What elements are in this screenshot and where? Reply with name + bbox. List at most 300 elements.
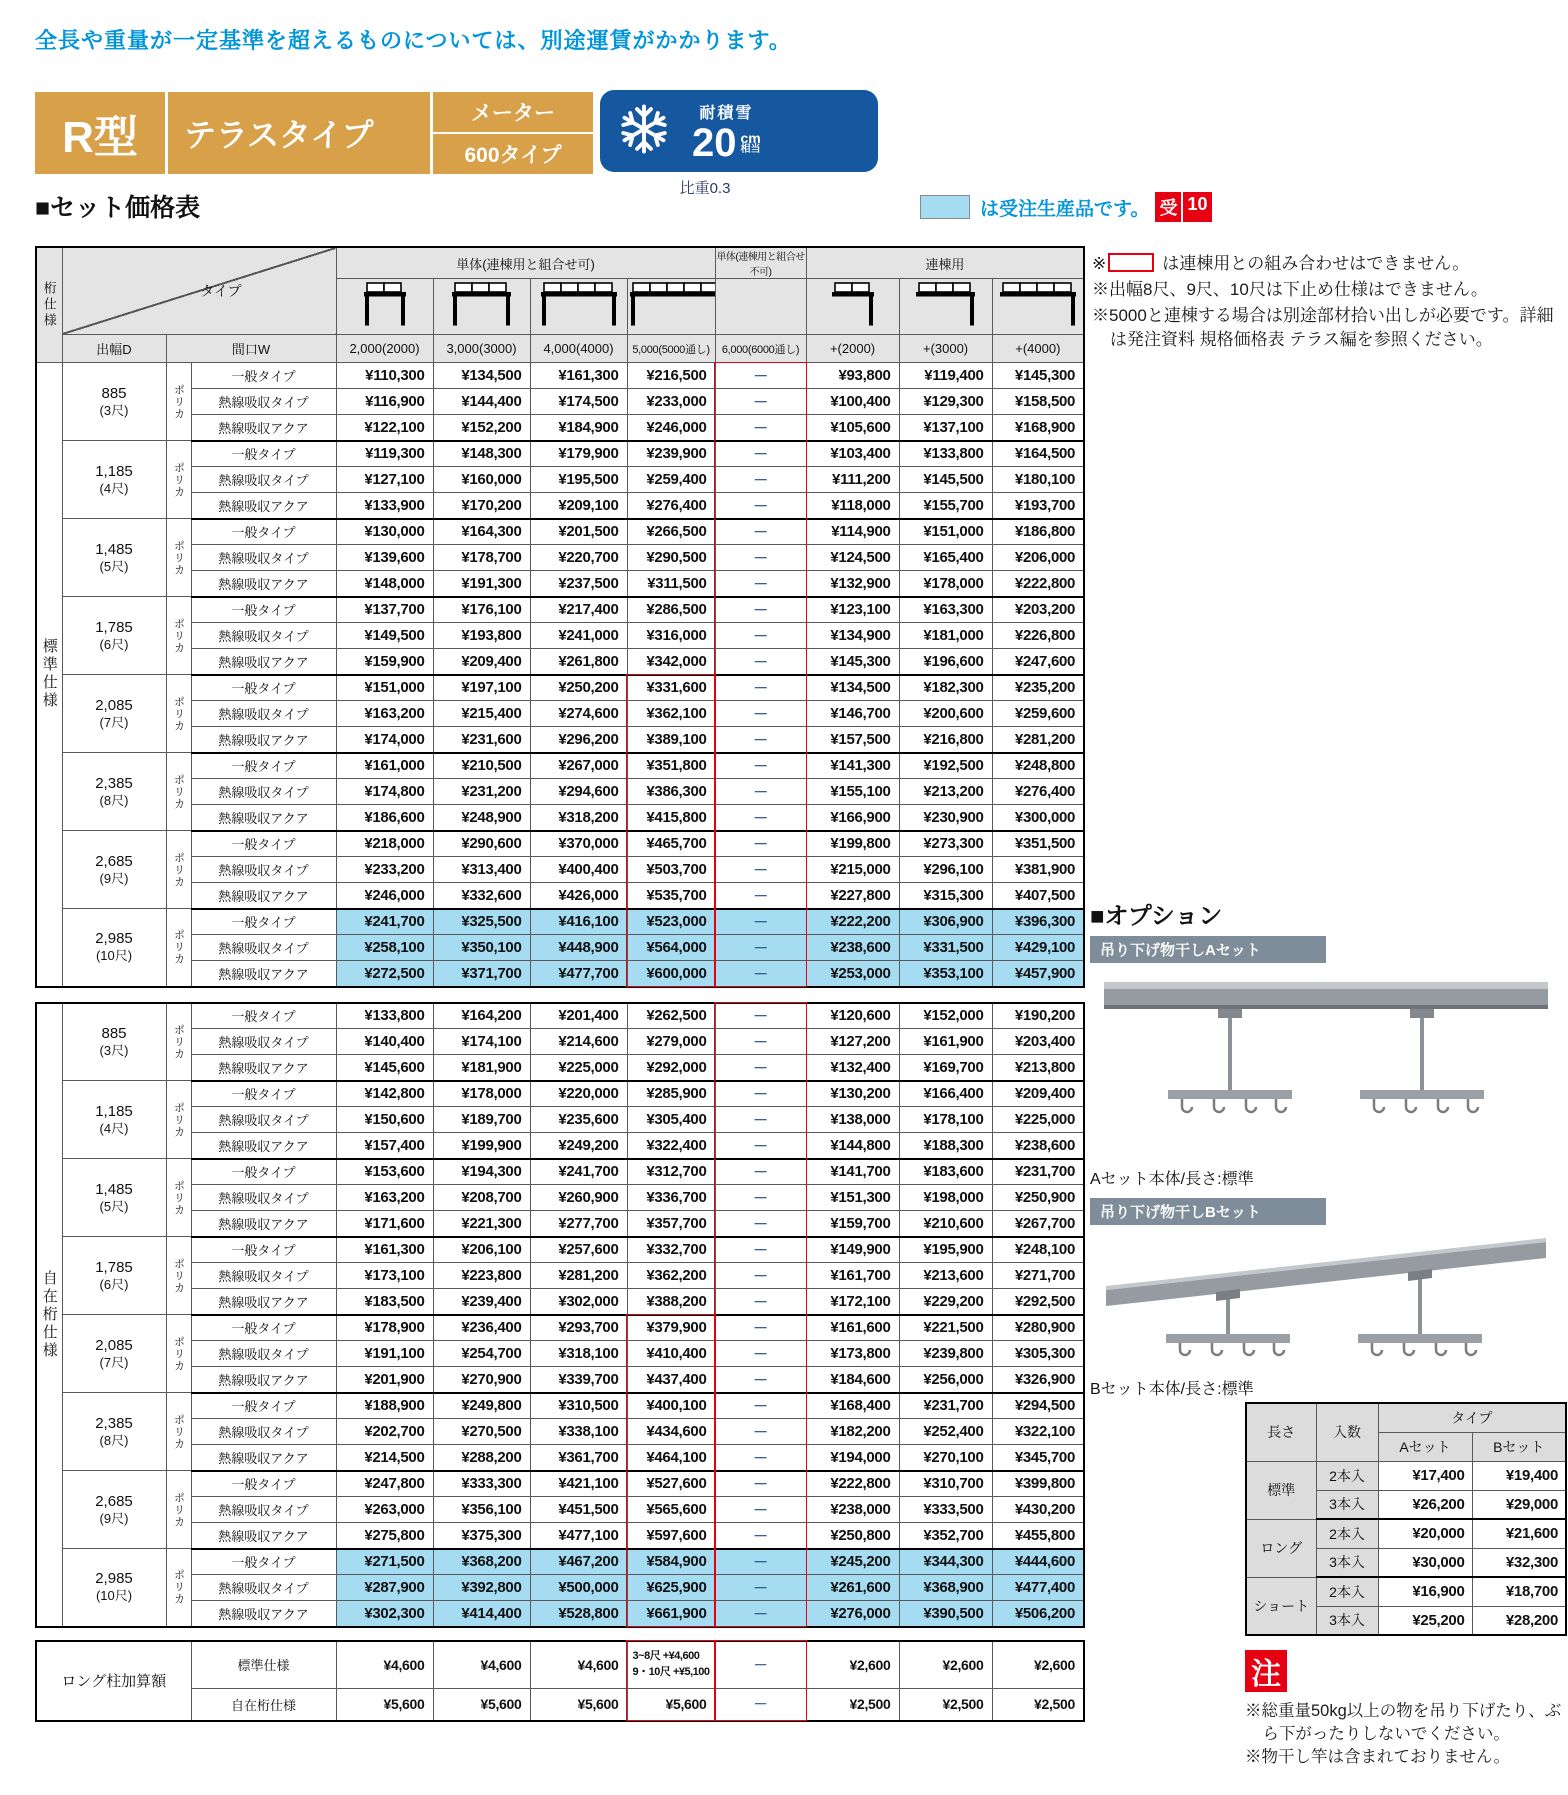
- price-cell: ¥2,500: [992, 1689, 1084, 1721]
- price-cell: －: [715, 493, 806, 519]
- note-item: ※出幅8尺、9尺、10尺は下止め仕様はできません。: [1092, 280, 1488, 300]
- price-cell: ¥159,700: [806, 1211, 899, 1237]
- price-cell: ¥178,700: [433, 545, 530, 571]
- panel-type-cell: 熱線吸収タイプ: [191, 467, 336, 493]
- panel-type-cell: 熱線吸収タイプ: [191, 1107, 336, 1133]
- price-cell: ¥221,500: [899, 1315, 992, 1341]
- price-cell: －: [715, 675, 806, 701]
- price-cell: ¥157,400: [336, 1133, 433, 1159]
- price-cell: －: [715, 909, 806, 935]
- price-cell: －: [715, 1237, 806, 1263]
- price-cell: ¥477,100: [530, 1523, 627, 1549]
- price-cell: ¥300,000: [992, 805, 1084, 831]
- price-cell: ¥183,600: [899, 1159, 992, 1185]
- price-cell: ¥381,900: [992, 857, 1084, 883]
- polycarbonate-cell: ポリカ: [166, 1159, 191, 1237]
- price-cell: ¥296,100: [899, 857, 992, 883]
- light-blue-swatch: [920, 195, 970, 219]
- price-cell: ¥238,600: [806, 935, 899, 961]
- size-top-label: メーター: [471, 102, 555, 125]
- price-cell: ¥123,100: [806, 597, 899, 623]
- price-cell: －: [715, 363, 806, 389]
- spec-cell: 標準仕様: [191, 1641, 336, 1689]
- price-cell: －: [715, 1689, 806, 1721]
- depth-cell: 885 (3尺): [62, 1003, 166, 1081]
- price-cell: ¥339,700: [530, 1367, 627, 1393]
- price-cell: ¥386,300: [627, 779, 715, 805]
- price-cell: ¥127,200: [806, 1029, 899, 1055]
- price-cell: ¥325,500: [433, 909, 530, 935]
- set-a-header: Aセット: [1378, 1432, 1472, 1461]
- price-cell: ¥118,000: [806, 493, 899, 519]
- quantity-header: 入数: [1316, 1403, 1378, 1461]
- panel-type-cell: 一般タイプ: [191, 1549, 336, 1575]
- price-cell: ¥220,700: [530, 545, 627, 571]
- price-cell: ¥248,800: [992, 753, 1084, 779]
- price-cell: ¥313,400: [433, 857, 530, 883]
- price-cell: ¥281,200: [530, 1263, 627, 1289]
- price-cell: ¥201,500: [530, 519, 627, 545]
- price-cell: ¥105,600: [806, 415, 899, 441]
- price-cell: ¥210,600: [899, 1211, 992, 1237]
- price-cell: ¥287,900: [336, 1575, 433, 1601]
- price-cell: ¥342,000: [627, 649, 715, 675]
- price-cell: ¥193,700: [992, 493, 1084, 519]
- depth-cell: 1,785 (6尺): [62, 1237, 166, 1315]
- set-b-header: Bセット: [1472, 1432, 1566, 1461]
- terrace-rento-icon: [830, 279, 876, 329]
- price-cell: ¥506,200: [992, 1601, 1084, 1627]
- price-cell: ¥527,600: [627, 1471, 715, 1497]
- panel-type-cell: 熱線吸収アクア: [191, 805, 336, 831]
- panel-type-cell: 一般タイプ: [191, 1081, 336, 1107]
- quantity-cell: 3本入: [1316, 1548, 1378, 1577]
- series-name: テラスタイプ: [168, 92, 430, 174]
- price-cell: ¥248,900: [433, 805, 530, 831]
- depth-cell: 2,985 (10尺): [62, 909, 166, 987]
- price-cell: －: [715, 1549, 806, 1575]
- girder-spec-header: 桁仕様: [36, 247, 62, 363]
- price-cell: ¥181,900: [433, 1055, 530, 1081]
- panel-type-cell: 熱線吸収タイプ: [191, 1185, 336, 1211]
- price-cell: ¥200,600: [899, 701, 992, 727]
- price-cell: ¥2,500: [899, 1689, 992, 1721]
- polycarbonate-cell: ポリカ: [166, 1237, 191, 1315]
- price-cell: ¥168,400: [806, 1393, 899, 1419]
- panel-type-cell: 熱線吸収タイプ: [191, 389, 336, 415]
- price-cell: ¥276,400: [992, 779, 1084, 805]
- price-cell: ¥189,700: [433, 1107, 530, 1133]
- polycarbonate-cell: ポリカ: [166, 1081, 191, 1159]
- price-cell: ¥400,400: [530, 857, 627, 883]
- price-cell: ¥247,600: [992, 649, 1084, 675]
- price-cell: ¥103,400: [806, 441, 899, 467]
- price-cell: ¥302,300: [336, 1601, 433, 1627]
- price-cell: ¥216,800: [899, 727, 992, 753]
- price-cell: ¥239,400: [433, 1289, 530, 1315]
- price-cell: ¥426,000: [530, 883, 627, 909]
- type-corner-header: [62, 247, 336, 335]
- price-cell: ¥209,400: [992, 1081, 1084, 1107]
- depth-cell: 2,085 (7尺): [62, 1315, 166, 1393]
- price-cell: ¥252,400: [899, 1419, 992, 1445]
- price-cell: ¥174,500: [530, 389, 627, 415]
- price-cell: ¥231,600: [433, 727, 530, 753]
- price-cell: ¥245,200: [806, 1549, 899, 1575]
- column-icon-cell: [899, 279, 992, 335]
- note-item: ※総重量50kg以上の物を吊り下げたり、ぶら下がったりしないでください。: [1245, 1702, 1562, 1744]
- price-cell: ¥148,300: [433, 441, 530, 467]
- terrace-unit-icon: [628, 279, 716, 329]
- polycarbonate-cell: ポリカ: [166, 1315, 191, 1393]
- price-cell: ¥276,000: [806, 1601, 899, 1627]
- price-cell: ¥350,100: [433, 935, 530, 961]
- set-price-tables: [35, 246, 1087, 1722]
- made-to-order-legend: [920, 192, 1212, 222]
- price-cell: ¥150,600: [336, 1107, 433, 1133]
- price-cell: －: [715, 1159, 806, 1185]
- price-cell: ¥503,700: [627, 857, 715, 883]
- price-cell: ¥344,300: [899, 1549, 992, 1575]
- price-cell: ¥362,100: [627, 701, 715, 727]
- price-cell: ¥246,000: [627, 415, 715, 441]
- price-cell: ¥434,600: [627, 1419, 715, 1445]
- price-cell: ¥133,800: [899, 441, 992, 467]
- price-cell: ¥336,700: [627, 1185, 715, 1211]
- depth-cell: 2,385 (8尺): [62, 753, 166, 831]
- price-cell: ¥144,400: [433, 389, 530, 415]
- price-cell: ¥129,300: [899, 389, 992, 415]
- order-badge-left: 受: [1159, 198, 1178, 218]
- price-cell: ¥130,000: [336, 519, 433, 545]
- price-cell: ¥155,700: [899, 493, 992, 519]
- panel-type-cell: 熱線吸収アクア: [191, 1523, 336, 1549]
- type-label: タイプ: [200, 283, 242, 299]
- option-price-table-wrap: [1245, 1402, 1567, 1636]
- polycarbonate-cell: ポリカ: [166, 675, 191, 753]
- price-cell: －: [715, 1471, 806, 1497]
- price-cell: ¥294,500: [992, 1393, 1084, 1419]
- price-cell: ¥134,900: [806, 623, 899, 649]
- price-cell: ¥165,400: [899, 545, 992, 571]
- panel-type-cell: 熱線吸収アクア: [191, 1289, 336, 1315]
- price-cell: ¥241,000: [530, 623, 627, 649]
- price-cell: ¥163,200: [336, 701, 433, 727]
- price-cell: ¥188,300: [899, 1133, 992, 1159]
- caution-notes: [1245, 1700, 1567, 1769]
- price-cell: ¥310,700: [899, 1471, 992, 1497]
- panel-type-cell: 熱線吸収タイプ: [191, 545, 336, 571]
- price-cell: ¥208,700: [433, 1185, 530, 1211]
- price-cell: －: [715, 545, 806, 571]
- price-cell: －: [715, 1211, 806, 1237]
- width-size-header: 6,000(6000通し): [715, 335, 806, 363]
- price-cell: ¥322,400: [627, 1133, 715, 1159]
- price-cell: ¥198,000: [899, 1185, 992, 1211]
- price-cell: ¥233,000: [627, 389, 715, 415]
- price-cell: ¥176,100: [433, 597, 530, 623]
- price-cell: －: [715, 649, 806, 675]
- price-cell: ¥174,000: [336, 727, 433, 753]
- price-cell: ¥114,900: [806, 519, 899, 545]
- price-cell: ¥216,500: [627, 363, 715, 389]
- price-cell: ¥262,500: [627, 1003, 715, 1029]
- width-size-header: 4,000(4000): [530, 335, 627, 363]
- set-a-price-cell: ¥30,000: [1378, 1548, 1472, 1577]
- option-price-table: [1245, 1402, 1567, 1636]
- price-cell: ¥261,600: [806, 1575, 899, 1601]
- panel-type-cell: 一般タイプ: [191, 831, 336, 857]
- price-cell: －: [715, 961, 806, 987]
- price-cell: ¥5,600: [627, 1689, 715, 1721]
- depth-cell: 1,485 (5尺): [62, 519, 166, 597]
- price-cell: ¥250,900: [992, 1185, 1084, 1211]
- panel-type-cell: 熱線吸収タイプ: [191, 779, 336, 805]
- price-cell: ¥213,200: [899, 779, 992, 805]
- terrace-unit-icon: [450, 279, 513, 329]
- price-cell: ¥188,900: [336, 1393, 433, 1419]
- polycarbonate-cell: ポリカ: [166, 519, 191, 597]
- price-cell: ¥173,100: [336, 1263, 433, 1289]
- width-size-header: 5,000(5000通し): [627, 335, 715, 363]
- price-cell: ¥392,800: [433, 1575, 530, 1601]
- red-outline-swatch: [1108, 253, 1154, 272]
- panel-type-cell: 一般タイプ: [191, 363, 336, 389]
- price-cell: ¥225,000: [992, 1107, 1084, 1133]
- price-cell: ¥231,200: [433, 779, 530, 805]
- set-b-price-cell: ¥29,000: [1472, 1490, 1566, 1519]
- width-size-header: 3,000(3000): [433, 335, 530, 363]
- price-cell: ¥225,000: [530, 1055, 627, 1081]
- price-cell: ¥535,700: [627, 883, 715, 909]
- price-cell: ¥271,700: [992, 1263, 1084, 1289]
- price-cell: ¥293,700: [530, 1315, 627, 1341]
- price-cell: ¥390,500: [899, 1601, 992, 1627]
- price-cell: ¥220,000: [530, 1081, 627, 1107]
- price-cell: ¥326,900: [992, 1367, 1084, 1393]
- price-cell: ¥260,900: [530, 1185, 627, 1211]
- side-notes: [1092, 252, 1566, 355]
- legend-text: は受注生産品です。: [980, 198, 1150, 220]
- price-cell: ¥247,800: [336, 1471, 433, 1497]
- price-cell: ¥371,700: [433, 961, 530, 987]
- price-cell: －: [715, 701, 806, 727]
- price-cell: ¥241,700: [336, 909, 433, 935]
- price-cell: ¥124,500: [806, 545, 899, 571]
- panel-type-cell: 熱線吸収アクア: [191, 649, 336, 675]
- price-cell: ¥661,900: [627, 1601, 715, 1627]
- price-cell: ¥270,500: [433, 1419, 530, 1445]
- size-bottom-label: 600タイプ: [433, 132, 593, 174]
- width-size-header: 2,000(2000): [336, 335, 433, 363]
- price-cell: －: [715, 1523, 806, 1549]
- panel-type-cell: 熱線吸収タイプ: [191, 701, 336, 727]
- price-cell: ¥217,400: [530, 597, 627, 623]
- section-label: 自在桁仕様: [36, 1003, 62, 1627]
- price-cell: ¥357,700: [627, 1211, 715, 1237]
- price-cell: ¥273,300: [899, 831, 992, 857]
- note-item: ※物干し竿は含まれておりません。: [1245, 1748, 1510, 1767]
- price-cell: ¥400,100: [627, 1393, 715, 1419]
- panel-type-cell: 熱線吸収アクア: [191, 1133, 336, 1159]
- price-cell: ¥312,700: [627, 1159, 715, 1185]
- price-cell: ¥331,600: [627, 675, 715, 701]
- price-cell: ¥190,200: [992, 1003, 1084, 1029]
- price-cell: －: [715, 1029, 806, 1055]
- price-cell: ¥195,900: [899, 1237, 992, 1263]
- price-cell: ¥203,200: [992, 597, 1084, 623]
- price-cell: ¥267,700: [992, 1211, 1084, 1237]
- length-group-cell: 標準: [1246, 1461, 1316, 1519]
- price-cell: ¥415,800: [627, 805, 715, 831]
- price-cell: ¥119,400: [899, 363, 992, 389]
- price-cell: ¥145,300: [992, 363, 1084, 389]
- price-cell: －: [715, 805, 806, 831]
- quantity-cell: 3本入: [1316, 1606, 1378, 1635]
- price-cell: ¥239,900: [627, 441, 715, 467]
- price-cell: ¥305,300: [992, 1341, 1084, 1367]
- price-cell: ¥155,100: [806, 779, 899, 805]
- price-cell: ¥430,200: [992, 1497, 1084, 1523]
- depth-cell: 1,485 (5尺): [62, 1159, 166, 1237]
- price-cell: ¥163,200: [336, 1185, 433, 1211]
- polycarbonate-cell: ポリカ: [166, 363, 191, 441]
- price-cell: ¥149,500: [336, 623, 433, 649]
- price-cell: ¥178,000: [899, 571, 992, 597]
- price-cell: ¥352,700: [899, 1523, 992, 1549]
- price-cell: ¥353,100: [899, 961, 992, 987]
- price-table-title: ■セット価格表: [35, 194, 201, 222]
- panel-type-cell: 一般タイプ: [191, 1393, 336, 1419]
- price-cell: ¥221,300: [433, 1211, 530, 1237]
- price-cell: ¥166,900: [806, 805, 899, 831]
- panel-type-cell: 一般タイプ: [191, 1237, 336, 1263]
- set-a-price-cell: ¥17,400: [1378, 1461, 1472, 1490]
- length-header: 長さ: [1246, 1403, 1316, 1461]
- panel-type-cell: 熱線吸収アクア: [191, 1601, 336, 1627]
- price-cell: 3~8尺 +¥4,600 9・10尺 +¥5,100: [627, 1641, 715, 1689]
- price-cell: －: [715, 1367, 806, 1393]
- price-cell: ¥214,500: [336, 1445, 433, 1471]
- price-cell: ¥230,900: [899, 805, 992, 831]
- option-b-product-image: [1090, 1228, 1562, 1377]
- group-header-rento: 連棟用: [806, 247, 1084, 279]
- price-cell: ¥201,900: [336, 1367, 433, 1393]
- depth-cell: 2,385 (8尺): [62, 1393, 166, 1471]
- terrace-rento-icon: [998, 279, 1078, 329]
- price-cell: ¥178,000: [433, 1081, 530, 1107]
- polycarbonate-cell: ポリカ: [166, 753, 191, 831]
- snow-load-unit2: 相当: [740, 143, 761, 155]
- price-cell: ¥249,800: [433, 1393, 530, 1419]
- price-cell: ¥254,700: [433, 1341, 530, 1367]
- price-cell: ¥137,100: [899, 415, 992, 441]
- price-cell: －: [715, 1081, 806, 1107]
- price-cell: ¥318,200: [530, 805, 627, 831]
- panel-type-cell: 熱線吸収タイプ: [191, 1029, 336, 1055]
- depth-cell: 2,685 (9尺): [62, 1471, 166, 1549]
- price-cell: ¥281,200: [992, 727, 1084, 753]
- column-icon-cell: [992, 279, 1084, 335]
- price-cell: ¥161,000: [336, 753, 433, 779]
- price-cell: ¥448,900: [530, 935, 627, 961]
- price-cell: ¥421,100: [530, 1471, 627, 1497]
- price-cell: ¥148,000: [336, 571, 433, 597]
- option-a-caption: Aセット本体/長さ:標準: [1090, 1171, 1254, 1188]
- price-cell: ¥191,300: [433, 571, 530, 597]
- price-cell: ¥267,000: [530, 753, 627, 779]
- price-cell: ¥197,100: [433, 675, 530, 701]
- options-title: ■オプション: [1090, 903, 1223, 930]
- price-cell: ¥2,600: [899, 1641, 992, 1689]
- price-cell: ¥564,000: [627, 935, 715, 961]
- price-cell: ¥5,600: [530, 1689, 627, 1721]
- price-cell: ¥256,000: [899, 1367, 992, 1393]
- price-cell: ¥142,800: [336, 1081, 433, 1107]
- price-cell: ¥173,800: [806, 1341, 899, 1367]
- panel-type-cell: 熱線吸収アクア: [191, 883, 336, 909]
- price-cell: ¥100,400: [806, 389, 899, 415]
- price-cell: ¥186,600: [336, 805, 433, 831]
- price-cell: ¥457,900: [992, 961, 1084, 987]
- price-cell: ¥379,900: [627, 1315, 715, 1341]
- price-cell: ¥141,700: [806, 1159, 899, 1185]
- price-cell: ¥277,700: [530, 1211, 627, 1237]
- snow-load-unit: cm: [740, 129, 761, 146]
- price-cell: ¥296,200: [530, 727, 627, 753]
- price-cell: ¥322,100: [992, 1419, 1084, 1445]
- price-cell: ¥263,000: [336, 1497, 433, 1523]
- price-cell: ¥248,100: [992, 1237, 1084, 1263]
- price-cell: ¥152,000: [899, 1003, 992, 1029]
- panel-type-cell: 一般タイプ: [191, 909, 336, 935]
- long-post-label: ロング柱加算額: [36, 1641, 191, 1721]
- set-a-price-cell: ¥16,900: [1378, 1577, 1472, 1606]
- option-b-bar: 吊り下げ物干しBセット: [1090, 1198, 1326, 1225]
- price-cell: ¥184,900: [530, 415, 627, 441]
- price-cell: ¥351,500: [992, 831, 1084, 857]
- price-cell: ¥214,600: [530, 1029, 627, 1055]
- panel-type-cell: 熱線吸収タイプ: [191, 1419, 336, 1445]
- note-item: ※ は連棟用との組み合わせはできません。: [1092, 254, 1470, 273]
- price-cell: ¥164,500: [992, 441, 1084, 467]
- price-cell: ¥276,400: [627, 493, 715, 519]
- order-badge: [1155, 192, 1211, 222]
- price-cell: ¥170,200: [433, 493, 530, 519]
- length-group-cell: ショート: [1246, 1577, 1316, 1635]
- polycarbonate-cell: ポリカ: [166, 1549, 191, 1627]
- standard-price-table: [35, 246, 1085, 988]
- price-cell: －: [715, 1315, 806, 1341]
- price-cell: ¥149,900: [806, 1237, 899, 1263]
- price-cell: ¥500,000: [530, 1575, 627, 1601]
- panel-type-cell: 熱線吸収タイプ: [191, 1341, 336, 1367]
- price-cell: ¥93,800: [806, 363, 899, 389]
- price-cell: ¥134,500: [806, 675, 899, 701]
- type-header: タイプ: [1378, 1403, 1566, 1432]
- price-cell: ¥153,600: [336, 1159, 433, 1185]
- quantity-cell: 2本入: [1316, 1461, 1378, 1490]
- price-cell: －: [715, 415, 806, 441]
- jizai-price-table: [35, 1002, 1085, 1628]
- price-cell: ¥139,600: [336, 545, 433, 571]
- price-cell: －: [715, 1263, 806, 1289]
- price-cell: ¥467,200: [530, 1549, 627, 1575]
- price-cell: ¥223,800: [433, 1263, 530, 1289]
- price-cell: ¥270,100: [899, 1445, 992, 1471]
- price-cell: －: [715, 1575, 806, 1601]
- price-cell: ¥389,100: [627, 727, 715, 753]
